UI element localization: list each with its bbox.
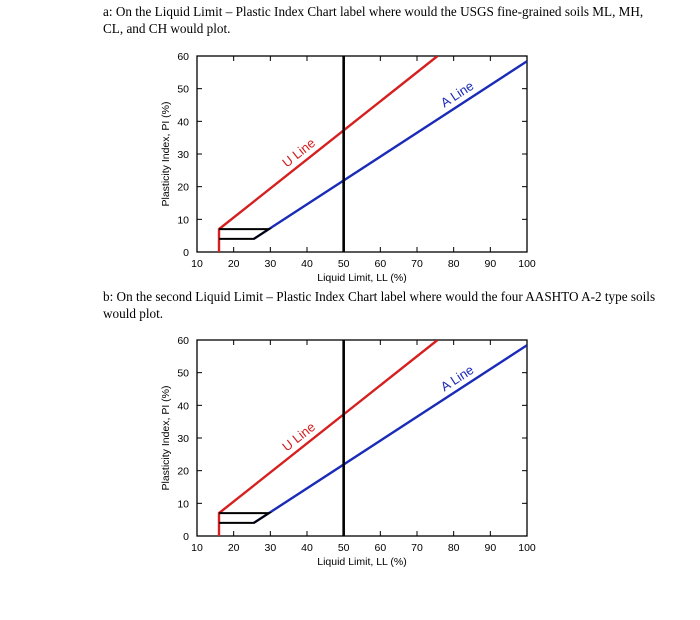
y-tick-label: 10 xyxy=(177,214,189,227)
y-tick-label: 30 xyxy=(177,149,189,161)
u-line xyxy=(219,340,438,536)
question-b-text: b: On the second Liquid Limit – Plastic Index Chart label where would the four AASHTO A-2 type soils would plot. xyxy=(103,289,656,321)
x-tick-label: 60 xyxy=(374,258,387,270)
chart-svg xyxy=(155,42,555,282)
x-tick-label: 60 xyxy=(374,542,387,554)
plot-frame xyxy=(197,56,527,252)
y-tick-label: 20 xyxy=(177,465,189,478)
y-tick-label: 50 xyxy=(177,83,189,96)
x-tick-label: 30 xyxy=(264,258,277,270)
x-tick-label: 20 xyxy=(227,542,240,554)
cl-ml-zone xyxy=(219,513,269,523)
y-tick-label: 30 xyxy=(177,433,189,445)
x-tick-label: 70 xyxy=(411,542,423,554)
y-axis-label: Plasticity Index, PI (%) xyxy=(160,101,172,207)
x-axis-label: Liquid Limit, LL (%) xyxy=(317,556,407,568)
cl-ml-zone xyxy=(219,229,269,239)
u-line xyxy=(219,56,438,252)
x-tick-label: 90 xyxy=(484,542,497,554)
y-tick-label: 10 xyxy=(177,498,189,511)
y-tick-label: 60 xyxy=(177,51,189,63)
y-tick-label: 0 xyxy=(183,531,189,543)
x-axis-label: Liquid Limit, LL (%) xyxy=(317,272,407,284)
y-tick-label: 0 xyxy=(183,247,189,259)
x-tick-label: 70 xyxy=(411,258,423,270)
x-tick-label: 50 xyxy=(337,258,350,270)
x-tick-label: 40 xyxy=(301,542,313,554)
u-line-label: U Line xyxy=(279,419,319,455)
x-tick-label: 10 xyxy=(191,258,203,270)
y-tick-label: 60 xyxy=(177,335,189,347)
x-tick-label: 10 xyxy=(191,542,203,554)
u-line-label: U Line xyxy=(279,135,319,171)
x-tick-label: 100 xyxy=(518,542,536,554)
plot-frame xyxy=(197,340,527,536)
plasticity-chart-a xyxy=(155,42,555,282)
a-line-label: A Line xyxy=(437,78,477,111)
x-tick-label: 50 xyxy=(337,542,350,554)
x-tick-label: 40 xyxy=(301,258,313,270)
x-tick-label: 100 xyxy=(518,258,536,270)
y-axis-label: Plasticity Index, PI (%) xyxy=(160,385,172,491)
plasticity-chart-b xyxy=(155,326,555,566)
x-tick-label: 80 xyxy=(447,258,460,270)
x-tick-label: 30 xyxy=(264,542,277,554)
y-tick-label: 20 xyxy=(177,181,189,194)
chart-svg xyxy=(155,326,555,566)
question-a-text: a: On the Liquid Limit – Plastic Index Chart label where would the USGS fine-grained soils ML, MH, CL, and CH would plot. xyxy=(103,4,644,36)
x-tick-label: 80 xyxy=(447,542,460,554)
a-line-label: A Line xyxy=(437,362,477,395)
y-tick-label: 40 xyxy=(177,116,189,129)
y-tick-label: 40 xyxy=(177,400,189,413)
y-tick-label: 50 xyxy=(177,367,189,380)
x-tick-label: 90 xyxy=(484,258,497,270)
x-tick-label: 20 xyxy=(227,258,240,270)
